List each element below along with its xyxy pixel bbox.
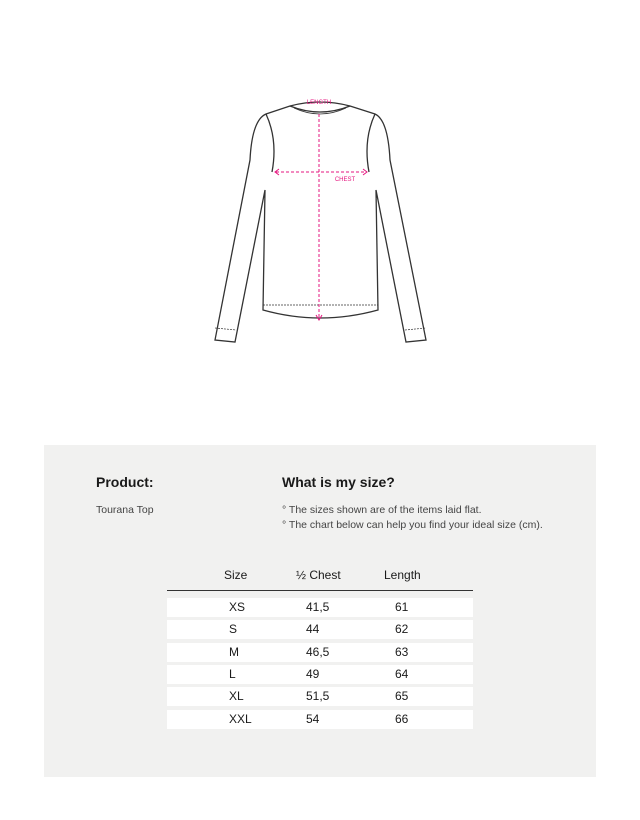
size-heading: What is my size? xyxy=(282,474,395,490)
header-size: Size xyxy=(224,568,248,582)
size-cell: XL xyxy=(229,689,244,704)
size-cell: S xyxy=(229,622,238,637)
size-panel xyxy=(44,445,596,777)
table-row xyxy=(167,598,473,617)
table-row xyxy=(167,665,473,684)
chest-cell: 44 xyxy=(306,622,320,637)
length-cell: 62 xyxy=(395,622,409,637)
length-cell: 64 xyxy=(395,666,409,681)
table-row xyxy=(167,687,473,706)
size-note: ° The chart below can help you find your ideal size (cm). xyxy=(282,519,543,531)
table-header xyxy=(167,562,473,591)
header-length: Length xyxy=(384,568,421,582)
table-row xyxy=(167,620,473,639)
product-name: Tourana Top xyxy=(96,504,154,516)
size-cell: L xyxy=(229,666,236,681)
length-label: LENGTH xyxy=(306,100,332,106)
shirt-diagram xyxy=(200,90,440,350)
size-cell: XXL xyxy=(229,711,252,726)
product-heading: Product: xyxy=(96,474,154,490)
size-note: ° The sizes shown are of the items laid flat. xyxy=(282,504,482,516)
table-row xyxy=(167,710,473,729)
size-cell: XS xyxy=(229,600,246,614)
chest-cell: 51,5 xyxy=(306,689,330,704)
chest-label: CHEST xyxy=(334,177,356,183)
size-cell: M xyxy=(229,644,239,659)
length-cell: 66 xyxy=(395,711,409,726)
table-row xyxy=(167,643,473,662)
chest-cell: 49 xyxy=(306,666,320,681)
chest-cell: 54 xyxy=(306,711,320,726)
chest-cell: 41,5 xyxy=(306,600,330,614)
length-cell: 61 xyxy=(395,600,409,614)
length-cell: 63 xyxy=(395,644,409,659)
length-cell: 65 xyxy=(395,689,409,704)
chest-cell: 46,5 xyxy=(306,644,330,659)
header-chest: ½ Chest xyxy=(296,568,341,582)
